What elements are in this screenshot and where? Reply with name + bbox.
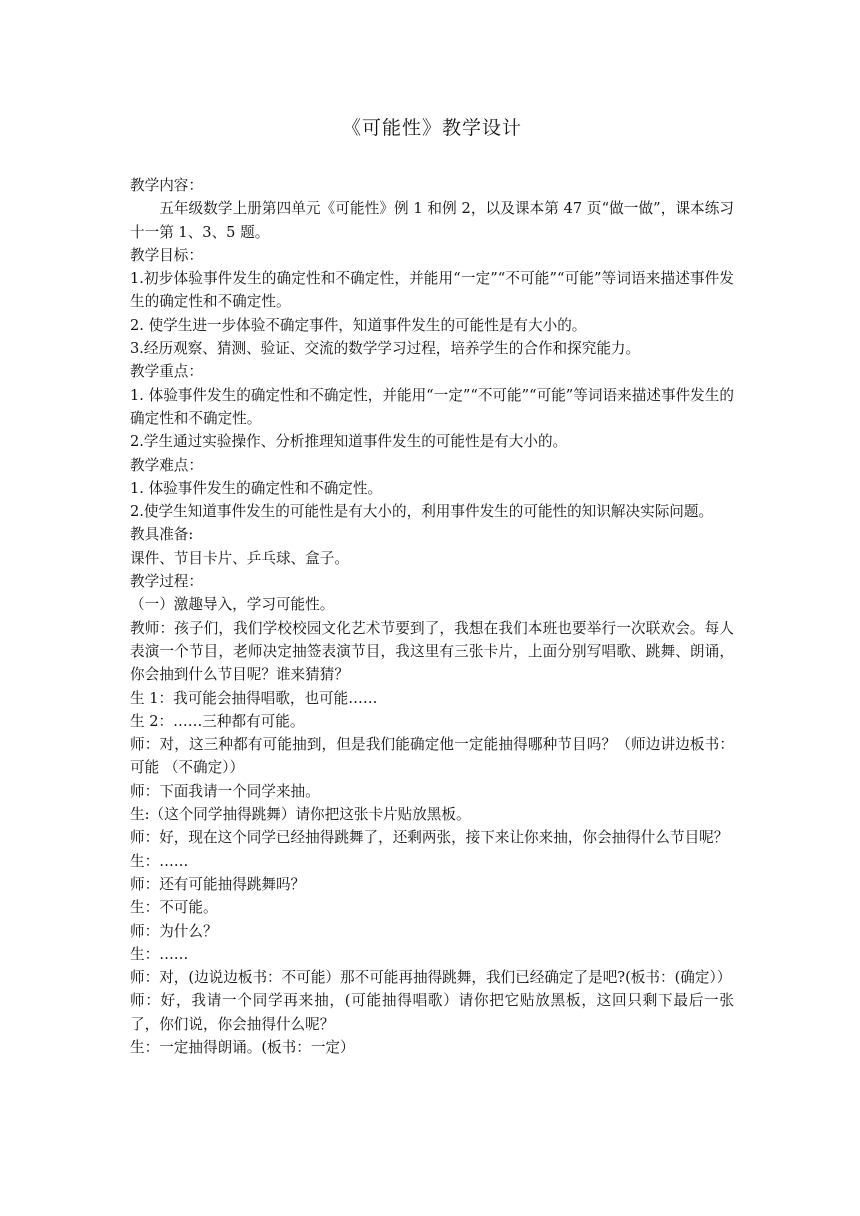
paragraph: 师：好，我请一个同学再来抽，(可能抽得唱歌）请你把它贴放黑板，这回只剩下最后一张了，你们说，你会抽得什么呢？: [130, 992, 734, 1033]
paragraph: 1.初步体验事件发生的确定性和不确定性，并能用“一定”“不可能”“可能”等词语来描述事件发生的确定性和不确定性。: [130, 270, 734, 311]
document-body: [130, 174, 734, 1059]
paragraph: （一）激趣导入，学习可能性。: [130, 596, 335, 614]
paragraph: 生：……: [130, 852, 189, 870]
document-title: 《可能性》教学设计: [341, 117, 522, 139]
paragraph: 师：对，这三种都有可能抽到，但是我们能确定他一定能抽得哪种节目吗？（师边讲边板书：可能 （不确定））: [130, 736, 734, 777]
paragraph: 生:（这个同学抽得跳舞）请你把这张卡片贴放黑板。: [130, 806, 471, 824]
paragraph: 3.经历观察、猜测、验证、交流的数学学习过程，培养学生的合作和探究能力。: [130, 340, 641, 358]
paragraph: 课件、节目卡片、乒乓球、盒子。: [130, 549, 349, 567]
paragraph: 生 2：……三种都有可能。: [130, 712, 305, 730]
paragraph: 生 1：我可能会抽得唱歌，也可能……: [130, 689, 378, 707]
paragraph: 五年级数学上册第四单元《可能性》例 1 和例 2，以及课本第 47 页“做一做”，课本练习十一第 1、3、5 题。: [130, 200, 734, 241]
paragraph: 教学目标：: [130, 246, 203, 264]
paragraph: 教学难点：: [130, 456, 203, 474]
paragraph: 师：下面我请一个同学来抽。: [130, 782, 320, 800]
paragraph: 生：不可能。: [130, 899, 218, 917]
paragraph: 师：对，(边说边板书：不可能）那不可能再抽得跳舞，我们已经确定了是吧?(板书：(确定））: [130, 969, 732, 987]
paragraph: 师：好，现在这个同学已经抽得跳舞了，还剩两张，接下来让你来抽，你会抽得什么节目呢？: [130, 829, 729, 847]
paragraph: 师：为什么？: [130, 922, 218, 940]
paragraph: 1. 体验事件发生的确定性和不确定性。: [130, 479, 383, 497]
paragraph: 1. 体验事件发生的确定性和不确定性，并能用“一定”“不可能”“可能”等词语来描述事件发生的确定性和不确定性。: [130, 386, 734, 427]
paragraph: 2. 使学生进一步体验不确定事件，知道事件发生的可能性是有大小的。: [130, 316, 587, 334]
paragraph: 生：……: [130, 945, 189, 963]
paragraph: 师：还有可能抽得跳舞吗？: [130, 875, 306, 893]
paragraph: 2.学生通过实验操作、分析推理知道事件发生的可能性是有大小的。: [130, 433, 568, 451]
paragraph: 教学过程：: [130, 573, 203, 591]
document-page: [130, 112, 734, 1059]
paragraph: 2.使学生知道事件发生的可能性是有大小的，利用事件发生的可能性的知识解决实际问题。: [130, 503, 714, 521]
paragraph: 教学重点：: [130, 363, 203, 381]
paragraph: 教师：孩子们，我们学校校园文化艺术节要到了，我想在我们本班也要举行一次联欢会。每人表演一个节目，老师决定抽签表演节目，我这里有三张卡片，上面分别写唱歌、跳舞、朗诵，你会抽到什么节目呢？谁来猜猜？: [130, 619, 734, 684]
paragraph: 教学内容：: [130, 177, 203, 194]
paragraph: 生：一定抽得朗诵。(板书：一定）: [130, 1038, 355, 1056]
paragraph: 教具准备:: [130, 526, 194, 544]
